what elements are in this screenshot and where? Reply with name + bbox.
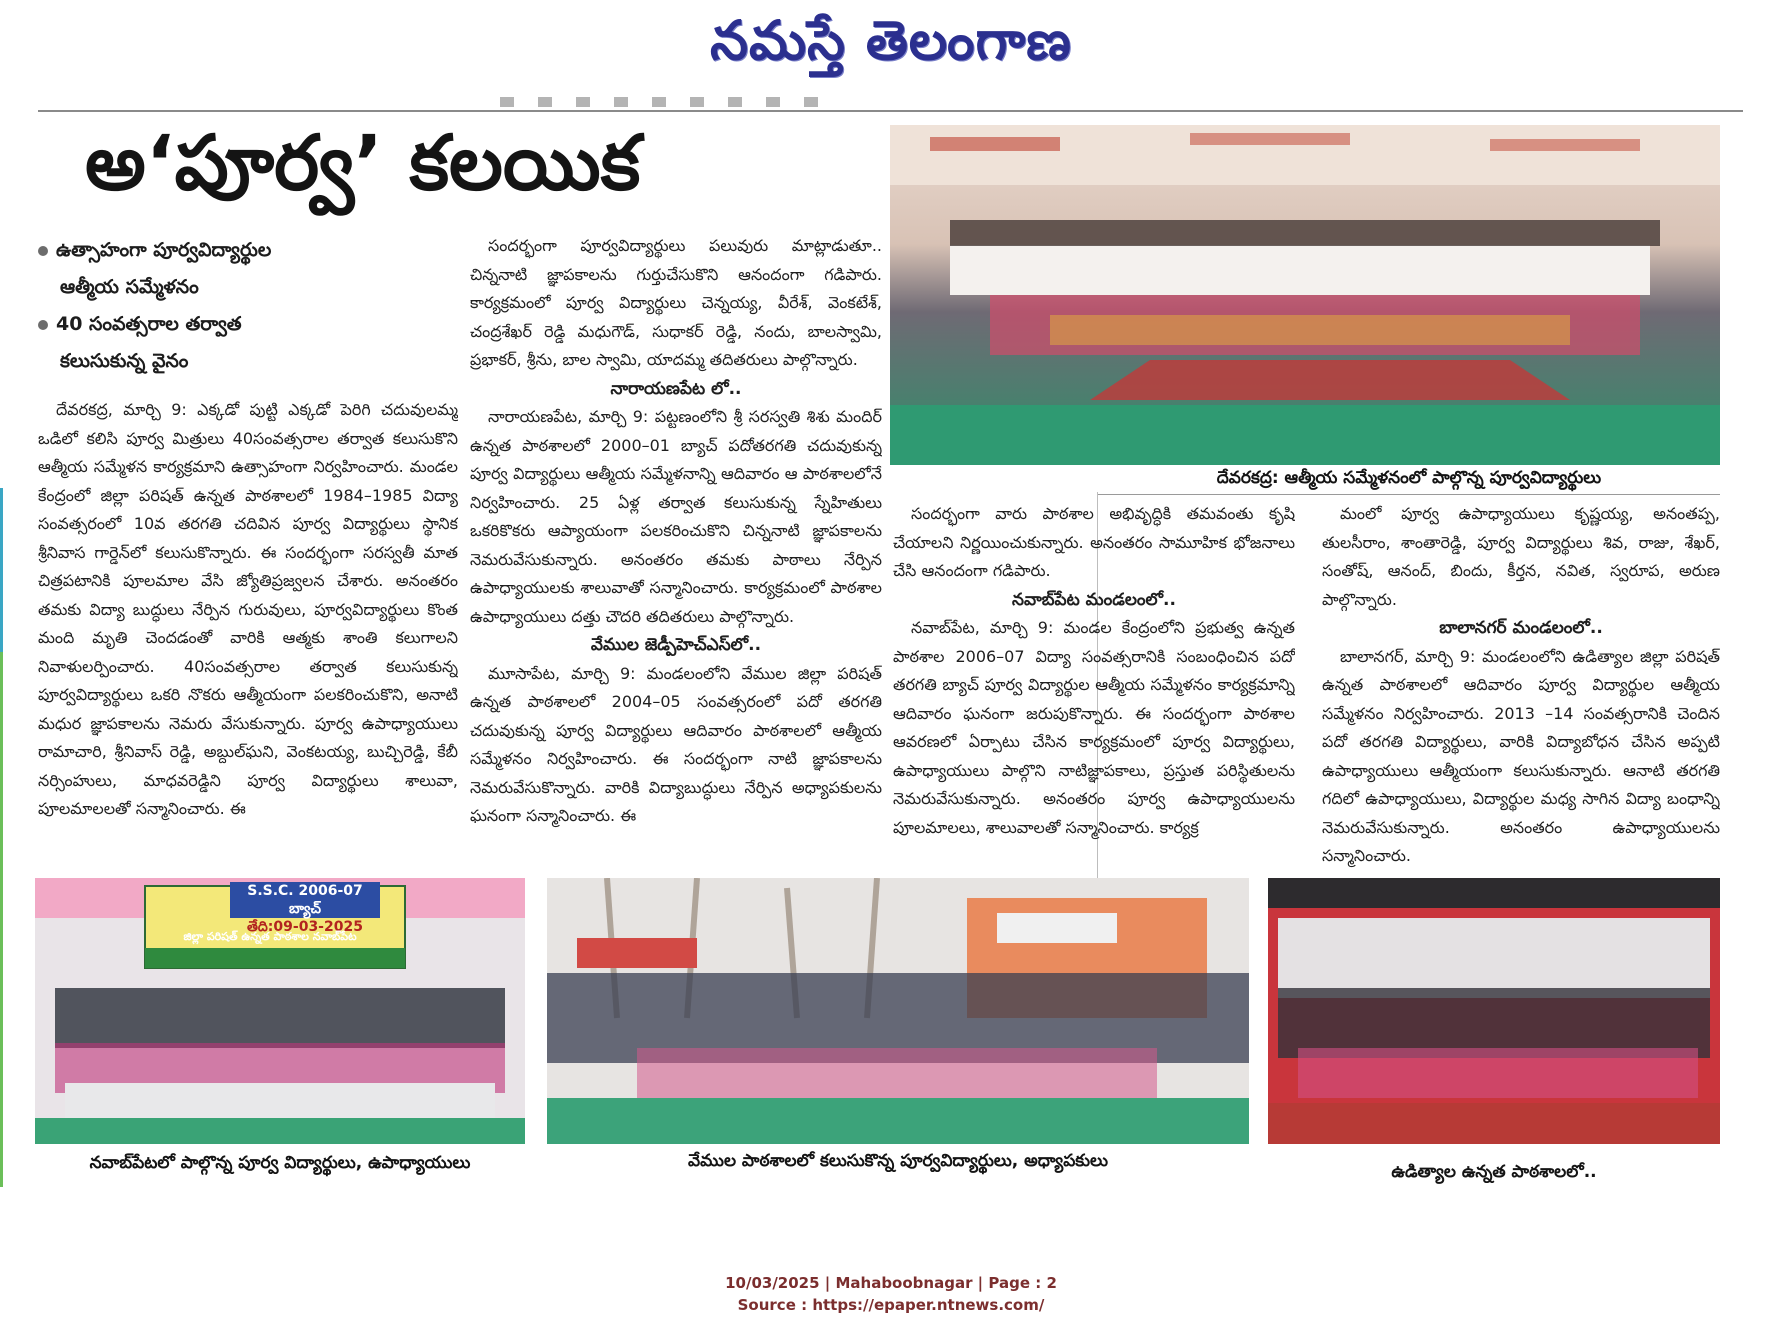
column-text: సందర్భంగా వారు పాఠశాల అభివృద్ధికి తమవంతు కృషి చేయాలని నిర్ణయించుకున్నారు. అనంతరం సామూహిక భోజనాలు చేసి ఆనందంగా గడిపారు. [893,504,1295,580]
vemula-photo-caption: వేముల పాఠశాలలో కలుసుకొన్న పూర్వవిద్యార్థులు, అధ్యాపకులు [687,1151,1108,1171]
main-photo-caption: దేవరకద్ర: ఆత్మీయ సమ్మేళనంలో పాల్గొన్న పూర్వవిద్యార్థులు [1216,468,1602,488]
highlight-line: 40 సంవత్సరాల తర్వాత [56,313,242,335]
section-subheading: నారాయణపేట లో.. [610,378,742,399]
section-subheading: నవాబ్‌పేట మండలంలో.. [1012,589,1176,610]
highlight-item [38,232,458,306]
edge-marker [0,488,3,656]
column-text: మంలో పూర్వ ఉపాధ్యాయులు కృష్ణయ్య, అనంతప్ప, తులసీరాం, శాంతారెడ్డి, పూర్వ విద్యార్థులు శివ, రాజు, శేఖర్, సంతోష్, ఆనంద్, బిందు, కీర్తన, నవిత, స్వరూప, అరుణ పాల్గొన్నారు. [1322,504,1720,609]
masthead-rule [38,110,1743,112]
column-text: నవాబ్‌పేట, మార్చి 9: మండల కేంద్రంలోని ప్రభుత్వ ఉన్నత పాఠశాల 2006–07 విద్యా సంవత్సరానికి సంబంధించిన పదో తరగతి బ్యాచ్ పూర్వ విద్యార్థుల ఆత్మీయ సమ్మేళనం కార్యక్రమాన్ని ఆదివారం ఘనంగా జరుపుకొన్నారు. ఈ సందర్భంగా పాఠశాల ఆవరణలో ఏర్పాటు చేసిన కార్యక్రమంలో పూర్వ విద్యార్థులు, ఉపాధ్యాయులు పాల్గొని నాటిజ్ఞాపకాలు, ప్రస్తుత పరిస్థితులను నెమరువేసుకున్నారు. అనంతరం పూర్వ ఉపాధ్యాయులను పూలమాలలు, శాలువాలతో సన్మానించారు. కార్యక్ర [893,618,1295,837]
banner-text: S.S.C. 2006-07 బ్యాచ్ [230,882,380,918]
article-highlights [38,232,458,380]
highlight-item [38,306,458,380]
column-text: బాలానగర్, మార్చి 9: మండలంలోని ఉడిత్యాల జిల్లా పరిషత్ ఉన్నత పాఠశాలలో ఆదివారం పూర్వ విద్యార్థుల ఆత్మీయ సమ్మేళనం నిర్వహించారు. 2013 –14 సంవత్సరానికి చెందిన పదో తరగతి విద్యార్థులు, వారికి విద్యాబోధన చేసిన అప్పటి ఉపాధ్యాయులు ఆత్మీయంగా కలుసుకున్నారు. ఆనాటి తరగతి గదిలో ఉపాధ్యాయులు, విద్యార్థుల మధ్య సాగిన విద్యా బంధాన్ని నెమరువేసుకున్నారు. అనంతరం ఉపాధ్యాయులను సన్మానించారు. [1322,646,1720,865]
vemula-group-photo [547,878,1249,1144]
uditiyala-photo-caption: ఉడిత్యాల ఉన్నత పాఠశాలలో.. [1391,1162,1597,1182]
photo-banner-school: జిల్లా పరిషత్ ఉన్నత పాఠశాల నవాబ్‌పేట [183,930,357,943]
highlight-line: ఉత్సాహంగా పూర్వవిద్యార్థుల [56,239,272,261]
footer-edition: 10/03/2025 | Mahaboobnagar | Page : 2 [725,1274,1057,1292]
uditiyala-group-photo [1268,878,1720,1144]
main-group-photo [890,125,1720,465]
column-text: మూసాపేట, మార్చి 9: మండలంలోని వేముల జిల్లా పరిషత్ ఉన్నత పాఠశాలలో 2004–05 సంవత్సరంలో పదో తరగతి చదువుకున్న పూర్వ విద్యార్థులు ఆదివారం పాఠశాలలో ఆత్మీయ సమ్మేళనం నిర్వహించారు. ఈ సందర్భంగా నాటి జ్ఞాపకాలను నెమరువేసుకొన్నారు. వారికి విద్యాబుద్ధులు నేర్పిన అధ్యాపకులను ఘనంగా సన్మానించారు. ఈ [470,663,882,825]
newspaper-masthead: నమస్తే తెలంగాణ [710,8,1072,72]
column-text: దేవరకద్ర, మార్చి 9: ఎక్కడో పుట్టి ఎక్కడో పెరిగి చదువులమ్మ ఒడిలో కలిసి పూర్వ మిత్రులు 40సంవత్సరాల తర్వాత కలుసుకొని ఆత్మీయ సమ్మేళన కార్యక్రమాని ఉత్సాహంగా నిర్వహించారు. మండల కేంద్రంలో జిల్లా పరిషత్ ఉన్నత పాఠశాలలో 1984–1985 విద్యా సంవత్సరంలో 10వ తరగతి చదివిన పూర్వ విద్యార్థులు స్థానిక శ్రీనివాస గార్డెన్‌లో కలుసుకొన్నారు. ఈ సందర్భంగా సరస్వతీ మాత చిత్రపటానికి పూలమాల వేసి జ్యోతిప్రజ్వలన చేశారు. అనంతరం తమకు విద్యా బుద్ధులు నేర్పిన గురువులు, పూర్వవిద్యార్థులు కొంత మంది మృతి చెందడంతో వారికి ఆత్మకు శాంతి కలుగాలని నివాళులర్పించారు. 40సంవత్సరాల తర్వాత కలుసుకున్న పూర్వవిద్యార్థులు ఒకరి నొకరు ఆత్మీయంగా పలకరించుకొని, అనాటి మధుర జ్ఞాపకాలను నెమరు వేసుకున్నారు. పూర్వ ఉపాధ్యాయులు రామాచారి, శ్రీనివాస్ రెడ్డి, అబ్దుల్‌ఘని, వెంకటయ్య, బుచ్చిరెడ్డి, కేబీ నర్సింహులు, మాధవరెడ్డిని పూర్వ విద్యార్థులు శాలువా, పూలమాలలతో సన్మానించారు. ఈ [38,400,458,818]
nawabpet-photo-caption: నవాబ్‌పేటలో పాల్గొన్న పూర్వ విద్యార్థులు, ఉపాధ్యాయులు [89,1153,471,1173]
bullet-icon [38,246,48,256]
photo-banner [190,882,420,936]
masthead-strip [500,97,820,107]
page-footer [0,1272,1782,1316]
caption-rule [1098,494,1720,495]
column-text: సందర్భంగా పూర్వవిద్యార్థులు పలువురు మాట్లాడుతూ.. చిన్ననాటి జ్ఞాపకాలను గుర్తుచేసుకొని ఆనందంగా గడిపారు. కార్యక్రమంలో పూర్వ విద్యార్థులు చెన్నయ్య, వీరేశ్, వెంకటేశ్, చంద్రశేఖర్ రెడ్డి మధుగౌడ్, సుధాకర్ రెడ్డి, నందు, బాలస్వామి, ప్రభాకర్, శ్రీను, బాల స్వామి, యాదమ్మ తదితరులు పాల్గొన్నారు. [470,236,882,369]
article-column-2 [470,232,882,872]
article-column-4 [1322,500,1720,872]
highlight-line: కలుసుకున్న వైనం [60,350,189,372]
article-column-1 [38,396,458,872]
banner-text: తేది:09-03-2025 [247,919,363,935]
bullet-icon [38,320,48,330]
column-text: నారాయణపేట, మార్చి 9: పట్టణంలోని శ్రీ సరస్వతి శిశు మందిర్ ఉన్నత పాఠశాలలో 2000–01 బ్యాచ్ పదోతరగతి చదువుకున్న పూర్వ విద్యార్థులు ఆత్మీయ సమ్మేళనాన్ని ఆదివారం ఆ పాఠశాలలోనే నిర్వహించారు. 25 ఏళ్ల తర్వాత కలుసుకున్న స్నేహితులు ఒకరికొకరు ఆప్యాయంగా పలకరించుకొని చిన్ననాటి జ్ఞాపకాలను నెమరువేసుకున్నారు. అనంతరం తమకు పాఠాలు నేర్పిన ఉపాధ్యాయులకు శాలువాతో సన్మానించారు. కార్యక్రమంలో పాఠశాల ఉపాధ్యాయులు దత్తు చౌదరి తదితరులు పాల్గొన్నారు. [470,407,882,626]
article-column-3 [893,500,1295,872]
footer-source: Source : https://epaper.ntnews.com/ [737,1296,1045,1314]
edge-marker [0,652,3,1187]
highlight-line: ఆత్మీయ సమ్మేళనం [60,276,199,298]
section-subheading: బాలానగర్ మండలంలో.. [1439,618,1603,638]
section-subheading: వేముల జెడ్పీహెచ్ఎస్‌లో.. [590,635,762,655]
article-headline: అ‘పూర్వ’ కలయిక [85,118,641,207]
